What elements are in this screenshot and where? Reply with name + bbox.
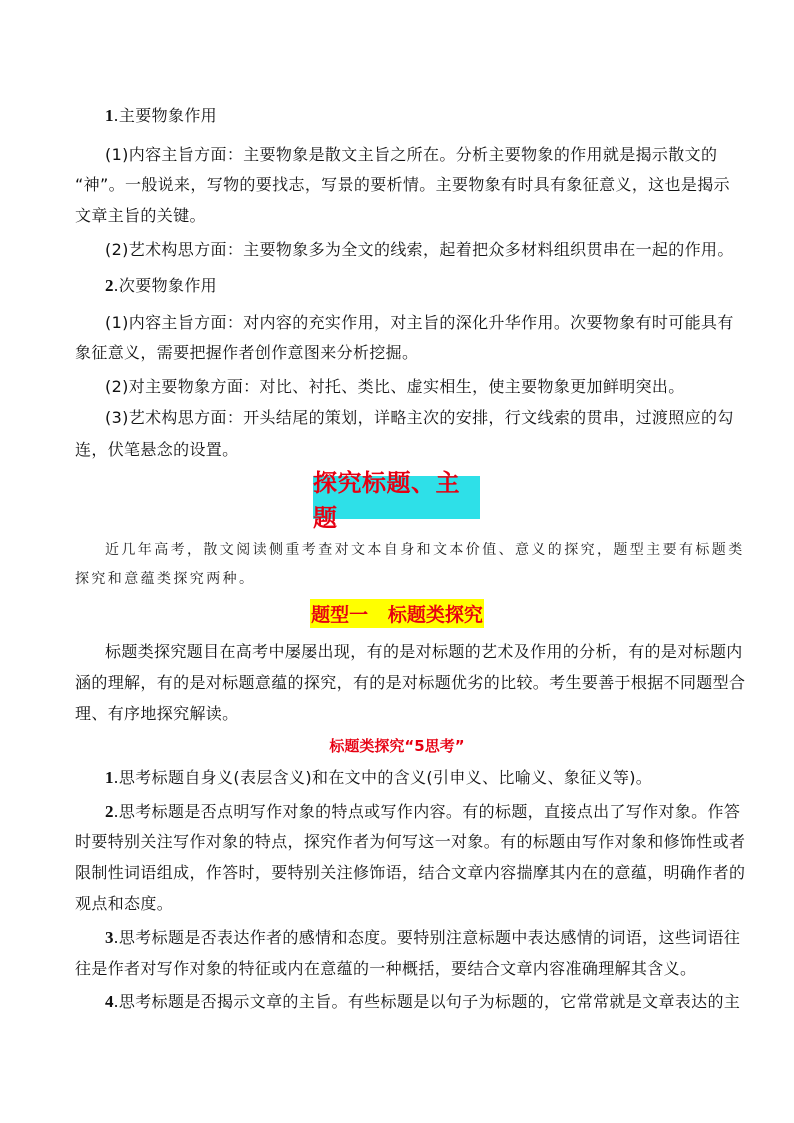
think-2-line-2: 时要特别关注写作对象的特点，探究作者为何写这一对象。有的标题由写作对象和修饰性或者 [75, 832, 746, 851]
section-2-p1-line-1: (1)内容主旨方面：对内容的充实作用，对主旨的深化升华作用。次要物象有时可能具有 [105, 313, 734, 332]
intro-line-1: 近几年高考，散文阅读侧重考查对文本自身和文本价值、意义的探究，题型主要有标题类 [105, 542, 745, 558]
think-2-text: .思考标题是否点明写作对象的特点或写作内容。有的标题，直接点出了写作对象。作答 [113, 802, 741, 821]
think-4-text: .思考标题是否揭示文章的主旨。有些标题是以句子为标题的，它常常就是文章表达的主 [113, 992, 741, 1011]
intro-line-2: 探究和意蕴类探究两种。 [75, 571, 256, 587]
think-2-line-4: 观点和态度。 [75, 894, 174, 913]
section-2-p2: (2)对主要物象方面：对比、衬托、类比、虚实相生，使主要物象更加鲜明突出。 [105, 377, 685, 396]
section-1-heading [105, 106, 217, 126]
think-1-number: 1 [105, 768, 114, 787]
type-1-para-line-1: 标题类探究题目在高考中屡屡出现，有的是对标题的艺术及作用的分析，有的是对标题内 [105, 642, 743, 661]
think-3-number: 3 [105, 928, 114, 947]
think-3-line-2: 往是作者对写作对象的特征或内在意蕴的一种概括，要结合文章内容准确理解其含义。 [75, 959, 697, 978]
type-1-para-line-3: 理、有序地探究解读。 [75, 704, 239, 723]
think-1-line-1 [105, 768, 652, 788]
section-2-title: .次要物象作用 [113, 276, 218, 295]
think-4-number: 4 [105, 992, 114, 1011]
section-1-p1-line-2: “神”。一般说来，写物的要找志，写景的要析情。主要物象有时具有象征意义，这也是揭示 [75, 175, 730, 194]
section-1-p1-line-3: 文章主旨的关键。 [75, 206, 206, 225]
think-4-line-1 [105, 992, 740, 1012]
type-1-heading [310, 599, 484, 628]
type-1-para-line-2: 涵的理解，有的是对标题意蕴的探究，有的是对标题优劣的比较。考生要善于根据不同题型合 [75, 673, 746, 692]
think-2-line-1 [105, 802, 740, 822]
subheading: 标题类探究“5思考” [329, 737, 465, 755]
think-2-line-3: 限制性词语组成，作答时，要特别关注修饰语，结合文章内容揣摩其内在的意蕴，明确作者的 [75, 863, 746, 882]
section-2-number: 2 [105, 276, 114, 295]
section-2-heading [105, 276, 217, 296]
section-2-p3-line-1: (3)艺术构思方面：开头结尾的策划，详略主次的安排，行文线索的贯串，过渡照应的勾 [105, 408, 734, 427]
section-1-p1-line-1: (1)内容主旨方面：主要物象是散文主旨之所在。分析主要物象的作用就是揭示散文的 [105, 145, 718, 164]
section-1-p2: (2)艺术构思方面：主要物象多为全文的线索，起着把众多材料组织贯串在一起的作用。 [105, 240, 734, 259]
banner-title: 探究标题、主题 [313, 468, 460, 532]
think-1-text: .思考标题自身义(表层含义)和在文中的含义(引申义、比喻义、象征义等)。 [113, 768, 653, 787]
type-1-heading-text: 题型一 标题类探究 [311, 604, 483, 626]
section-banner [313, 468, 480, 532]
section-2-p3-line-2: 连，伏笔悬念的设置。 [75, 440, 239, 459]
section-2-p1-line-2: 象征意义，需要把握作者创作意图来分析挖掘。 [75, 343, 419, 362]
think-3-text: .思考标题是否表达作者的感情和态度。要特别注意标题中表达感情的词语，这些词语往 [113, 928, 741, 947]
section-1-number: 1 [105, 106, 114, 125]
think-3-line-1 [105, 928, 740, 948]
think-2-number: 2 [105, 802, 114, 821]
section-1-title: .主要物象作用 [113, 106, 218, 125]
